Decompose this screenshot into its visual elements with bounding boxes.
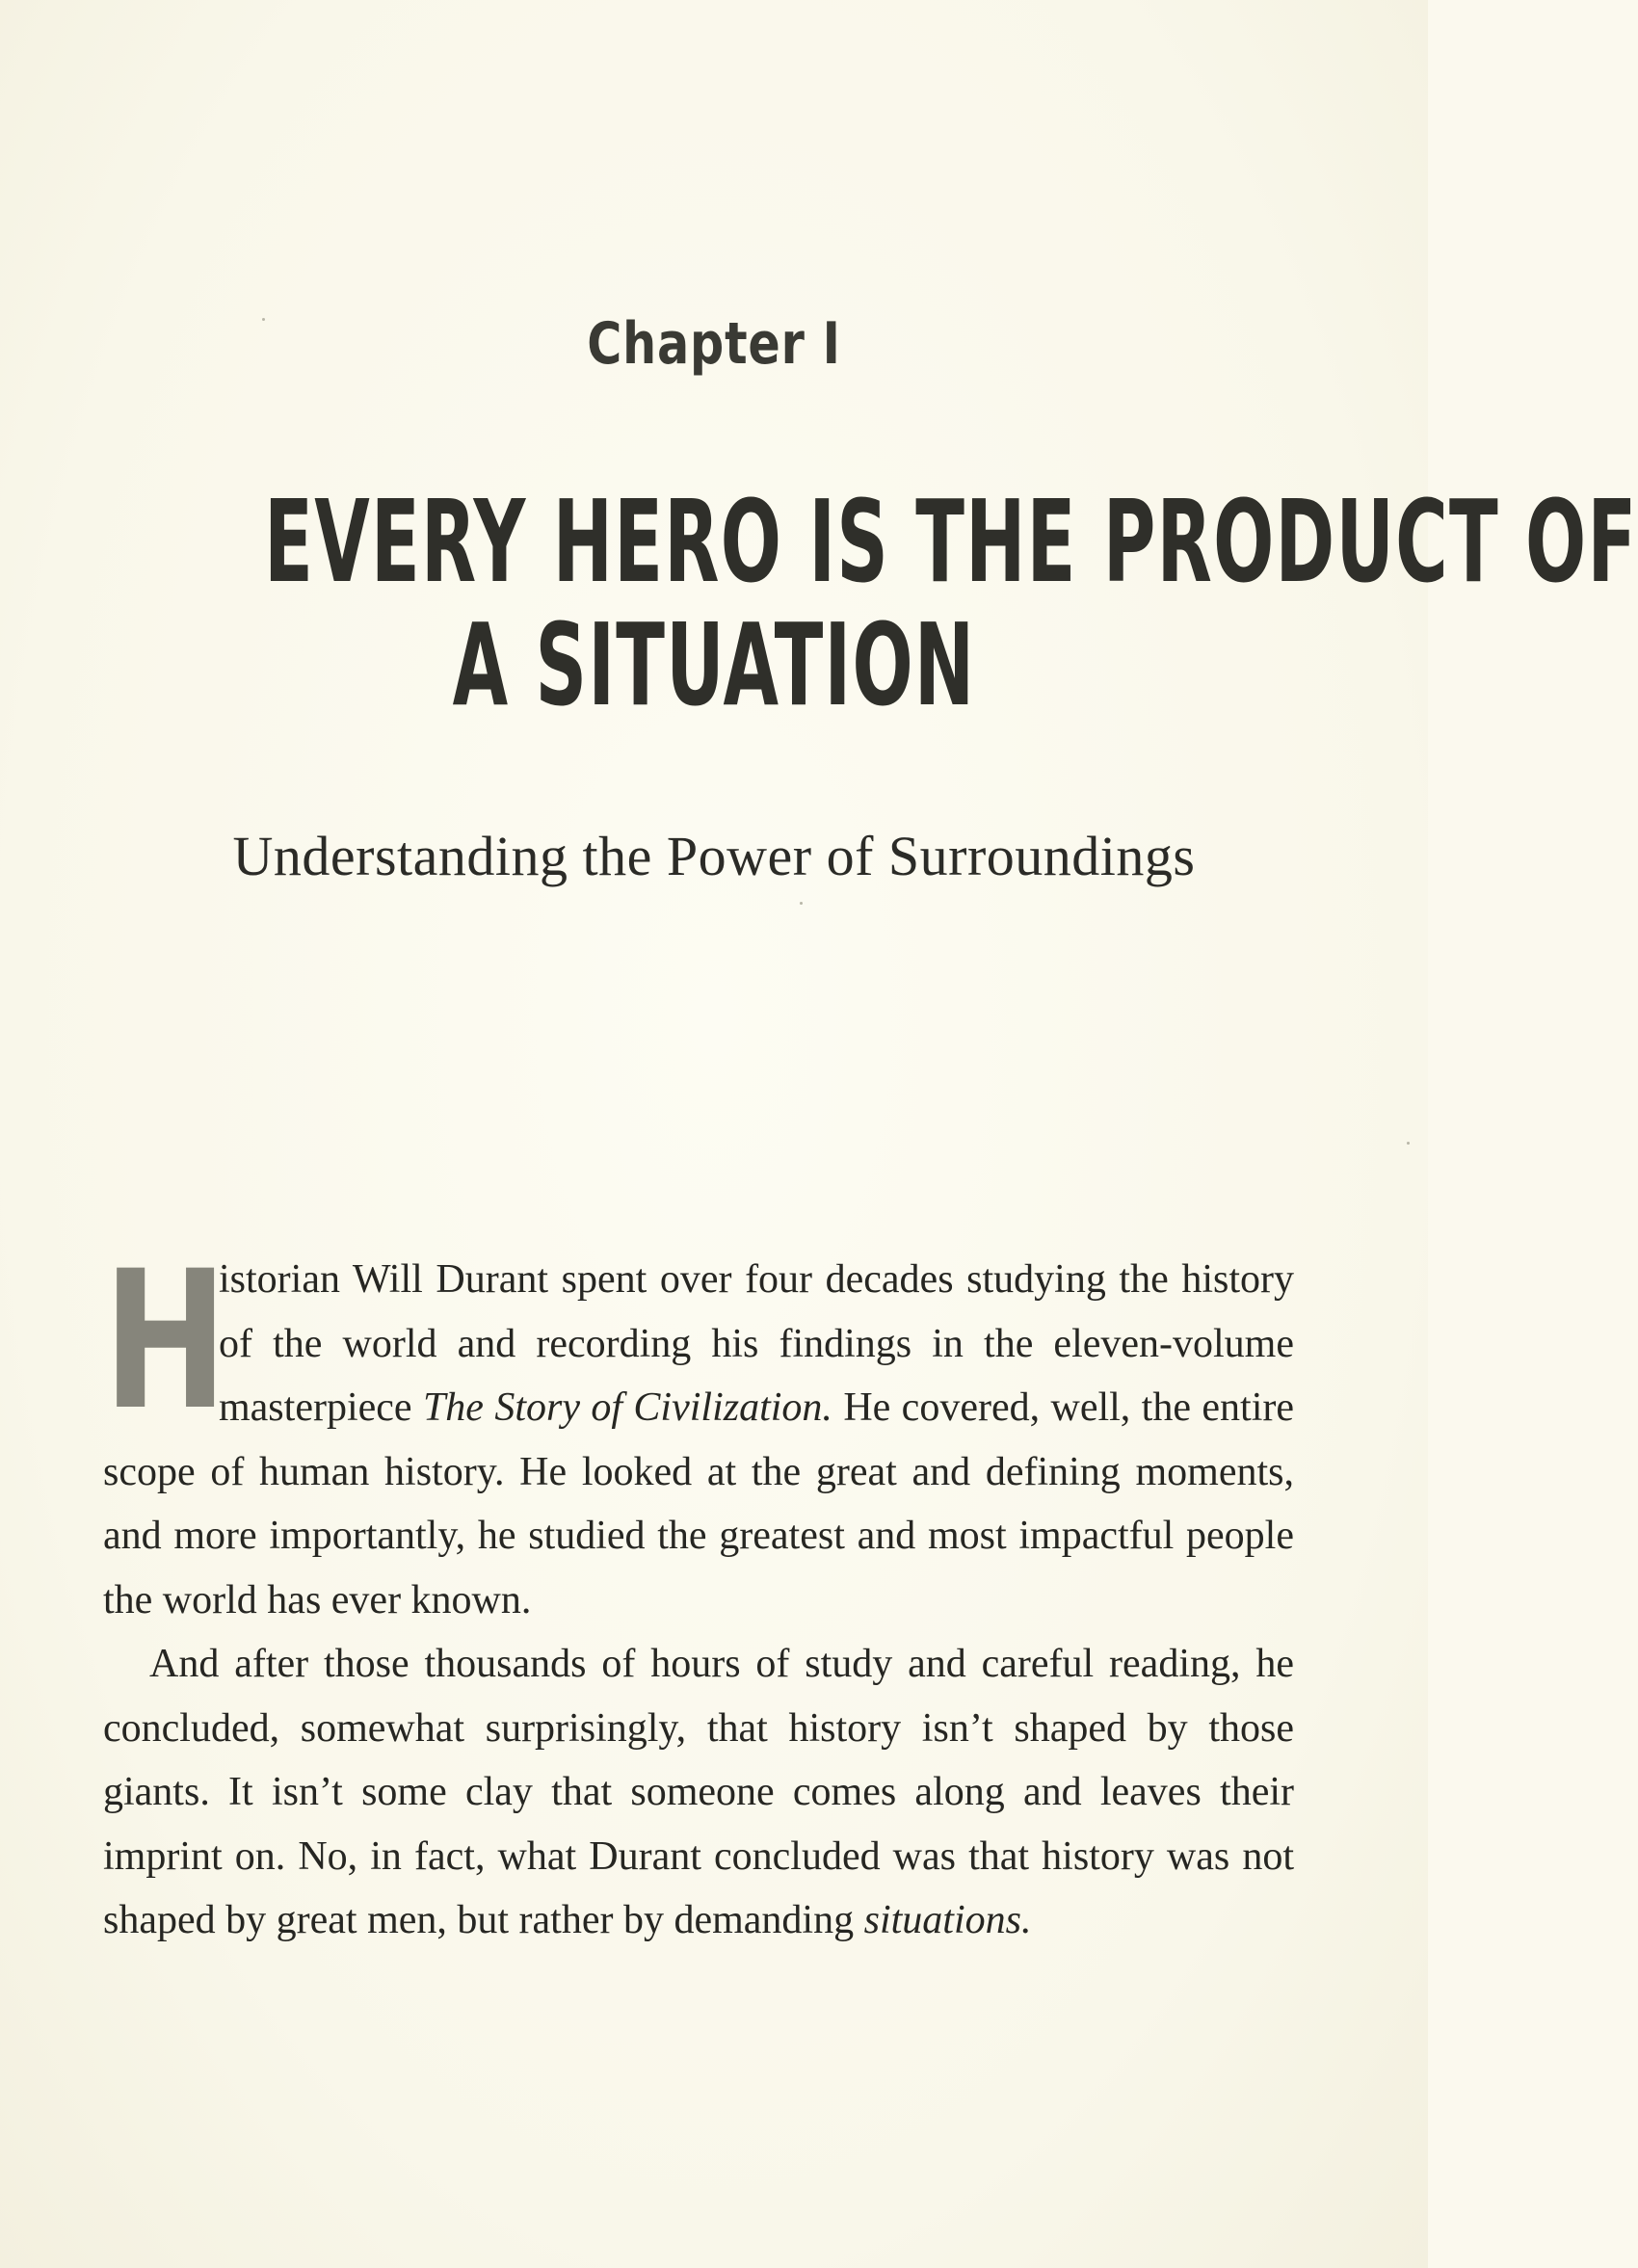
drop-cap: H <box>103 1229 228 1452</box>
chapter-title-line-2: A SITUATION <box>452 598 976 731</box>
chapter-body <box>103 1229 1294 1953</box>
paragraph-1 <box>103 1229 1294 1632</box>
paper-speck <box>1407 1142 1410 1145</box>
paragraph-1-rest: He covered, well, the entire scope of human history. He looked at the great and defining moments, and more importantly, he studied the greatest and most impactful people the world has ever known. <box>103 1385 1294 1622</box>
emphasis-situations: situations. <box>863 1898 1032 1942</box>
paragraph-1-text: istorian Will Durant spent over four decades studying the history of the world and recording his findings in the eleven-volume masterpiece <box>219 1257 1294 1430</box>
chapter-subtitle: Understanding the Power of Surroundings <box>232 825 1196 887</box>
chapter-title <box>264 475 1638 731</box>
paragraph-2-text: And after those thousands of hours of study and careful reading, he concluded, somewhat surprisingly, that history isn’t shaped by those giants. It isn’t some clay that someone comes along and leaves their imprint on. No, in fact, what Durant concluded was that history was not shaped by great men, but rather by demanding <box>103 1642 1294 1942</box>
book-title: The Story of Civilization. <box>422 1385 832 1430</box>
chapter-title-line-1: EVERY HERO IS THE PRODUCT OF <box>264 475 1638 608</box>
chapter-label: Chapter I <box>587 310 841 378</box>
paragraph-2 <box>103 1632 1294 1953</box>
paper-speck <box>800 902 803 905</box>
